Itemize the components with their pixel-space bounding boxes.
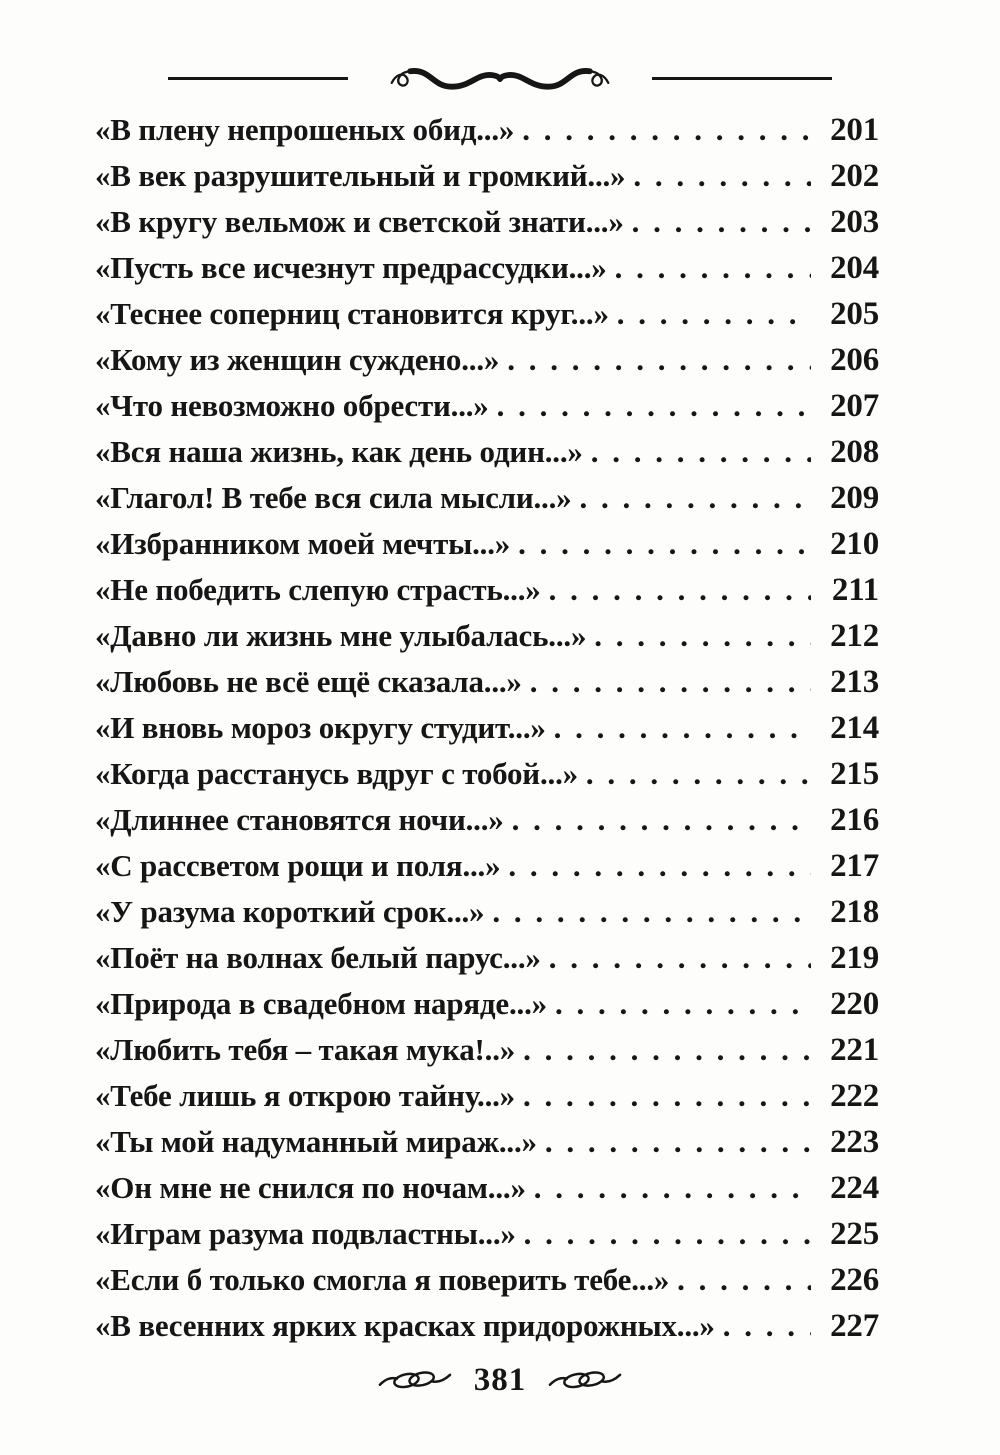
toc-entry	[95, 480, 879, 526]
toc-entry-page-number: 206	[830, 342, 879, 378]
dot-leader	[518, 526, 811, 562]
toc-entry-page-number: 225	[830, 1216, 879, 1252]
header-divider	[0, 56, 1000, 100]
toc-entry	[95, 756, 879, 802]
dot-leader	[549, 572, 811, 608]
toc-entry-title: «Теснее соперниц становится круг...»	[95, 296, 609, 331]
toc-entry-page-number: 204	[830, 250, 879, 286]
toc-entry	[95, 894, 879, 940]
toc-entry	[95, 526, 879, 572]
dot-leader	[591, 434, 811, 470]
toc-entry	[95, 296, 879, 342]
toc-entry-title: «Кому из женщин суждено...»	[95, 342, 500, 377]
toc-entry	[95, 986, 879, 1032]
header-rule-right	[652, 77, 832, 80]
toc-entry-title: «В век разрушительный и громкий...»	[95, 158, 626, 193]
toc-entry-page-number: 222	[830, 1078, 879, 1114]
dot-leader	[633, 158, 811, 194]
dot-leader	[497, 388, 811, 424]
toc-entry-page-number: 215	[830, 756, 879, 792]
toc-entry-title: «Природа в свадебном наряде...»	[95, 986, 547, 1021]
toc-entry-title: «Пусть все исчезнут предрассудки...»	[95, 250, 607, 285]
dot-leader	[508, 848, 811, 884]
page-footer	[0, 1356, 1000, 1404]
toc-entry-page-number: 216	[830, 802, 879, 838]
toc-entry	[95, 1032, 879, 1078]
toc-entry	[95, 848, 879, 894]
toc-entry-title: «Если б только смогла я поверить тебе...»	[95, 1262, 670, 1297]
toc-entry-page-number: 219	[830, 940, 879, 976]
toc-entry-page-number: 208	[830, 434, 879, 470]
dot-leader	[632, 204, 811, 240]
toc-entry	[95, 802, 879, 848]
toc-entry-title: «Что невозможно обрести...»	[95, 388, 489, 423]
toc-entry-title: «Тебе лишь я открою тайну...»	[95, 1078, 515, 1113]
toc-entry-title: «Играм разума подвластны...»	[95, 1216, 516, 1251]
toc-entry-page-number: 224	[830, 1170, 879, 1206]
toc-entry	[95, 618, 879, 664]
toc-entry-title: «Любить тебя – такая мука!..»	[95, 1032, 516, 1067]
toc-entry-page-number: 205	[830, 296, 879, 332]
toc-entry-title: «Избранником моей мечты...»	[95, 526, 511, 561]
toc-entry-title: «В плену непрошеных обид...»	[95, 112, 515, 147]
toc-entry-title: «Глагол! В тебе вся сила мысли...»	[95, 480, 572, 515]
toc-entry-page-number: 217	[830, 848, 879, 884]
toc-entry-page-number: 226	[830, 1262, 879, 1298]
toc-entry-title: «Не победить слепую страсть...»	[95, 572, 541, 607]
dot-leader	[507, 342, 811, 378]
toc-entry-page-number: 209	[830, 480, 879, 516]
toc-entry	[95, 250, 879, 296]
toc-entry-page-number: 212	[830, 618, 879, 654]
toc-entry	[95, 158, 879, 204]
toc-entry	[95, 204, 879, 250]
toc-entry	[95, 388, 879, 434]
toc-entry	[95, 1078, 879, 1124]
toc-entry-title: «Любовь не всё ещё сказала...»	[95, 664, 522, 699]
toc-entry-page-number: 207	[830, 388, 879, 424]
calligraphic-flourish-icon	[384, 56, 616, 100]
dot-leader	[523, 1078, 811, 1114]
dot-leader	[554, 710, 811, 746]
dot-leader	[523, 1032, 811, 1068]
dot-leader	[522, 112, 811, 148]
dot-leader	[524, 1216, 811, 1252]
toc-entry	[95, 1308, 879, 1354]
dot-leader	[615, 250, 811, 286]
toc-entry	[95, 1124, 879, 1170]
dot-leader	[677, 1262, 811, 1298]
toc-entry	[95, 1216, 879, 1262]
dot-leader	[534, 1170, 811, 1206]
toc-entry-page-number: 201	[830, 112, 879, 148]
toc-entry-page-number: 203	[830, 204, 879, 240]
toc-entry	[95, 1170, 879, 1216]
toc-entry-title: «С рассветом рощи и поля...»	[95, 848, 501, 883]
dot-leader	[530, 664, 811, 700]
toc-entry-page-number: 221	[830, 1032, 879, 1068]
toc-entry-page-number: 211	[831, 572, 879, 608]
toc-entry-page-number: 213	[830, 664, 879, 700]
toc-entry	[95, 434, 879, 480]
toc-entry-title: «И вновь мороз округу студит...»	[95, 710, 546, 745]
toc-entry	[95, 710, 879, 756]
footer-swirl-right-icon	[548, 1364, 622, 1396]
dot-leader	[579, 480, 811, 516]
header-rule-left	[168, 77, 348, 80]
toc-entry-page-number: 202	[830, 158, 879, 194]
dot-leader	[555, 986, 811, 1022]
toc-entry-title: «В весенних ярких красках придорожных...»	[95, 1308, 715, 1343]
toc-entry-page-number: 214	[830, 710, 879, 746]
toc-entry-title: «Длиннее становятся ночи...»	[95, 802, 504, 837]
toc-entry	[95, 112, 879, 158]
footer-swirl-left-icon	[378, 1364, 452, 1396]
toc-entry-title: «Он мне не снился по ночам...»	[95, 1170, 526, 1205]
dot-leader	[549, 940, 811, 976]
toc-entry	[95, 572, 879, 618]
toc-entry-page-number: 218	[830, 894, 879, 930]
toc-entry	[95, 664, 879, 710]
toc-entry-title: «Давно ли жизнь мне улыбалась...»	[95, 618, 587, 653]
toc-entry-page-number: 223	[830, 1124, 879, 1160]
table-of-contents	[95, 112, 879, 1354]
toc-entry-page-number: 220	[830, 986, 879, 1022]
dot-leader	[594, 618, 811, 654]
dot-leader	[512, 802, 811, 838]
dot-leader	[617, 296, 811, 332]
toc-entry-title: «В кругу вельмож и светской знати...»	[95, 204, 624, 239]
toc-entry-page-number: 210	[830, 526, 879, 562]
toc-entry-title: «Вся наша жизнь, как день один...»	[95, 434, 583, 469]
toc-entry-title: «Ты мой надуманный мираж...»	[95, 1124, 537, 1159]
toc-entry-title: «У разума короткий срок...»	[95, 894, 485, 929]
dot-leader	[723, 1308, 811, 1344]
toc-entry	[95, 940, 879, 986]
dot-leader	[492, 894, 811, 930]
dot-leader	[586, 756, 811, 792]
toc-entry	[95, 342, 879, 388]
toc-entry-page-number: 227	[830, 1308, 879, 1344]
toc-entry-title: «Поёт на волнах белый парус...»	[95, 940, 541, 975]
toc-entry	[95, 1262, 879, 1308]
dot-leader	[545, 1124, 811, 1160]
toc-entry-title: «Когда расстанусь вдруг с тобой...»	[95, 756, 578, 791]
folio-page-number: 381	[473, 1361, 527, 1398]
